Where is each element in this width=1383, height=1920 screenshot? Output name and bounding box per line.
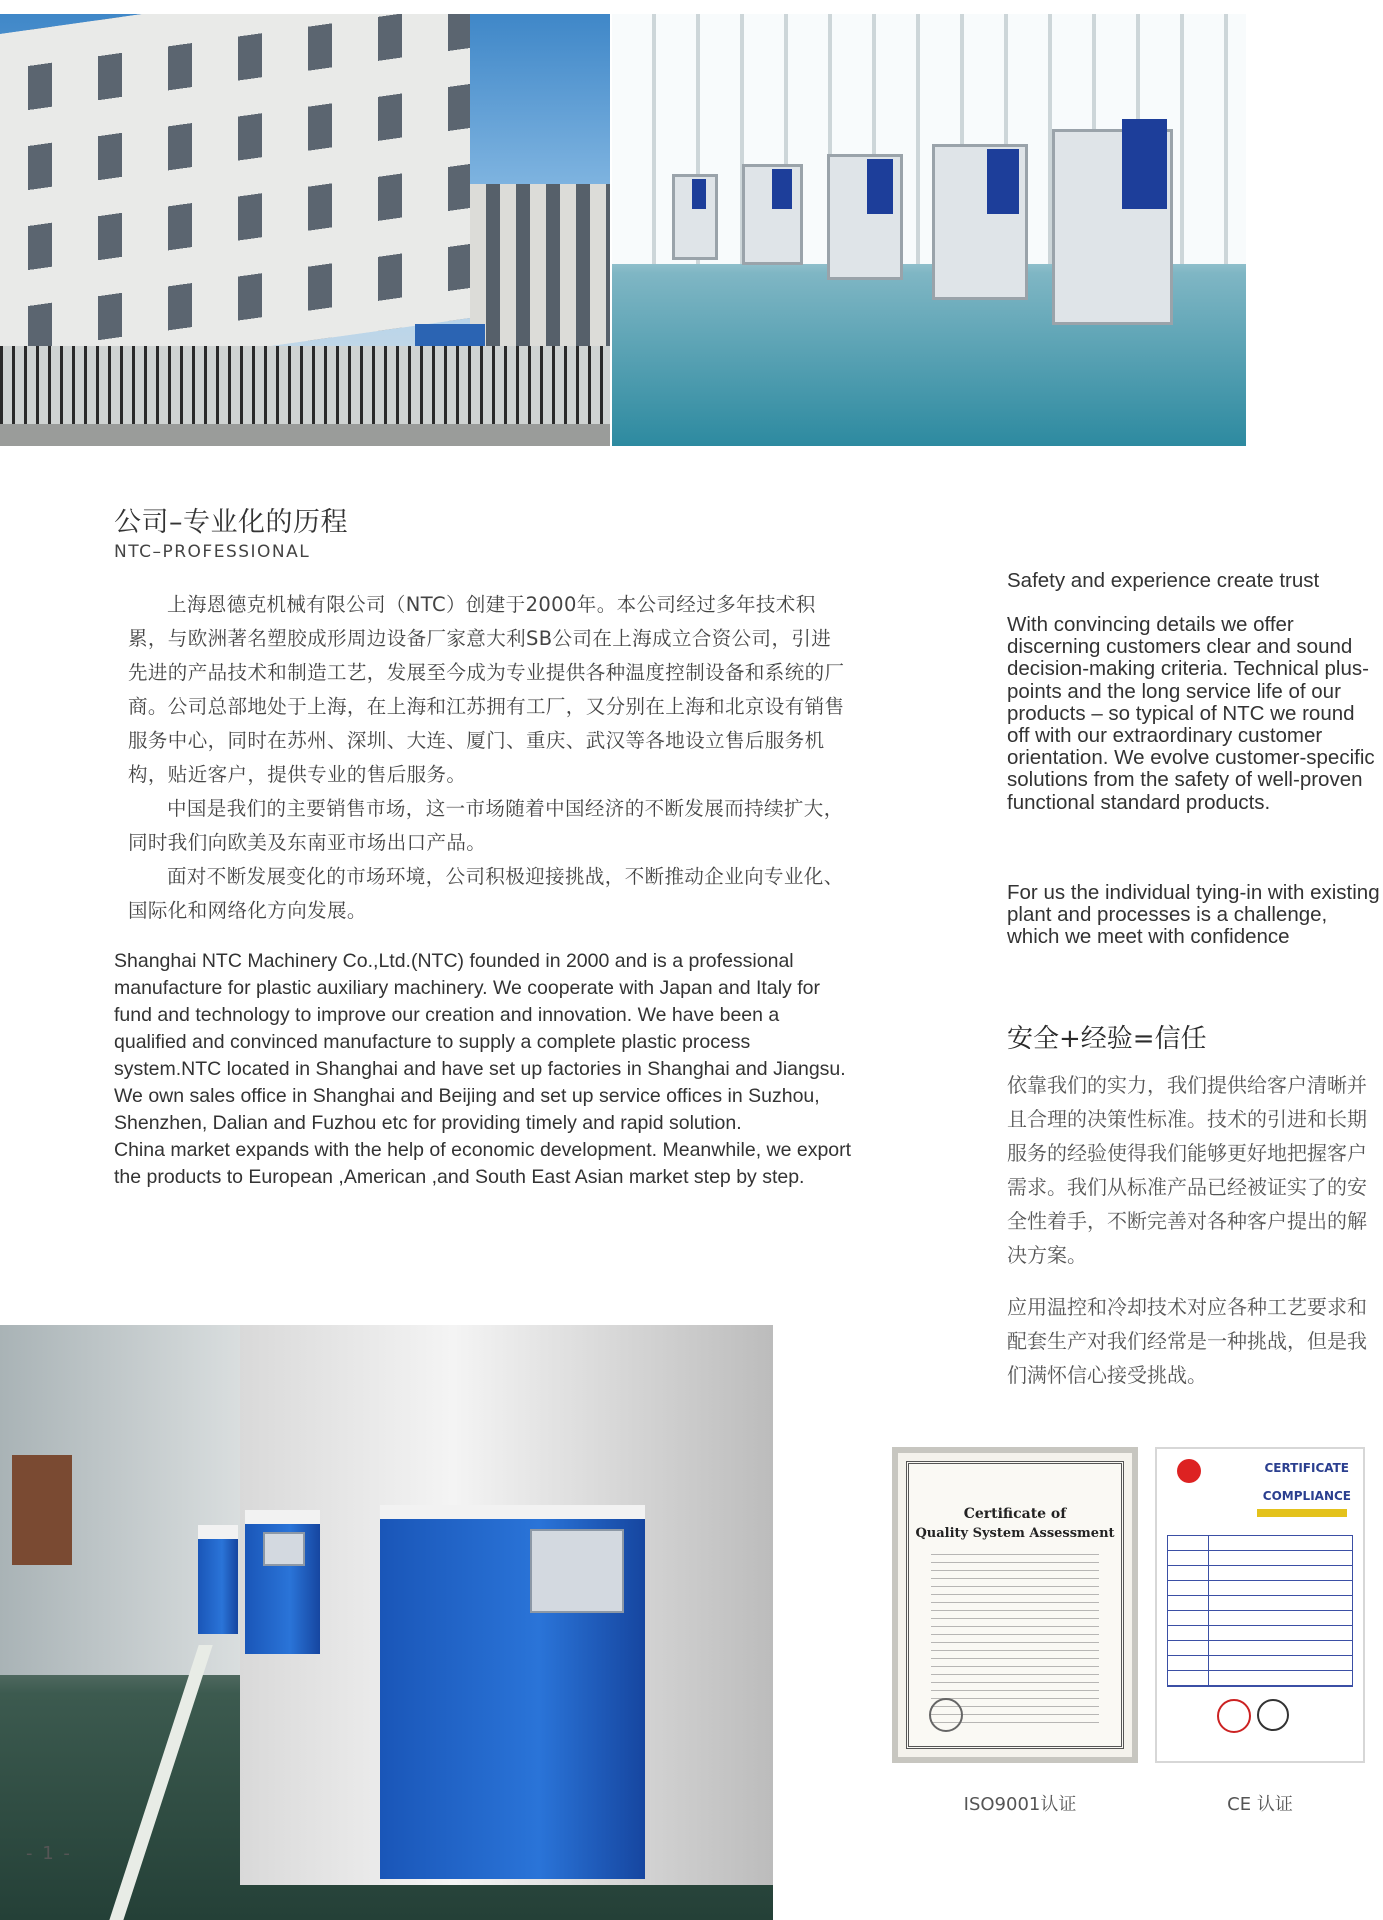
ce-cert-title-line2: COMPLIANCE [1262,1489,1351,1503]
emblem-icon [1177,1459,1201,1483]
trust-title-cn: 安全+经验=信任 [1007,1024,1207,1054]
iso-cert-label: ISO9001认证 [963,1794,1077,1815]
intro-cn-paragraph-1: 上海恩德克机械有限公司（NTC）创建于2000年。本公司经过多年技术积累，与欧洲著名塑胶成形周边设备厂家意大利SB公司在上海成立合资公司，引进先进的产品技术和制造工艺，发展至今成为专业提供各种温度控制设备和系统的厂商。公司总部地处于上海，在上海和江苏拥有工厂，又分别在上海和北京设有销售服务中心，同时在苏州、深圳、大连、厦门、重庆、武汉等各地设立售后服务机构，贴近客户，提供专业的售后服务。 [128,593,845,786]
factory-floor-photo [612,14,1246,446]
ce-certificate-image [1155,1447,1365,1763]
ce-cert-label: CE 认证 [1227,1794,1293,1815]
trust-paragraph-1-en: With convincing details we offer discerning customers clear and sound decision-making criteria. Technical plus-points and the long service life of our products – so typical of NTC we round off with our extraordinary customer orientation. We evolve customer-specific solutions from the safety of well-proven functional standard products. [1007,613,1375,814]
trust-paragraph-2-cn: 应用温控和冷却技术对应各种工艺要求和配套生产对我们经常是一种挑战，但是我们满怀信心接受挑战。 [1007,1295,1367,1387]
page-number: - 1 - [26,1843,72,1864]
intro-cn-paragraph-2: 中国是我们的主要销售市场，这一市场随着中国经济的不断发展而持续扩大，同时我们向欧美及东南亚市场出口产品。 [128,797,844,854]
company-building-photo [0,14,610,446]
seal-icon [929,1698,963,1732]
stamp-icon [1217,1699,1251,1733]
section-title-cn: 公司–专业化的历程 [114,507,348,538]
intro-cn-paragraph-3: 面对不断发展变化的市场环境，公司积极迎接挑战，不断推动企业向专业化、国际化和网络化方向发展。 [128,865,844,922]
intro-en-paragraph: Shanghai NTC Machinery Co.,Ltd.(NTC) founded in 2000 and is a professional manufacture for plastic auxiliary machinery. We cooperate with Japan and Italy for fund and technology to improve our creation and innovation. We have been a qualified and convinced manufacture to supply a complete plastic process system.NTC located in Shanghai and have set up factories in Shanghai and Jiangsu. We own sales office in Shanghai and Beijing and set up service offices in Suzhou, Shenzhen, Dalian and Fuzhou etc for providing timely and rapid solution. China market expands with the help of economic development. Meanwhile, we export the products to European ,American ,and South East Asian market step by step. [114,950,852,1188]
trust-paragraph-2-en: For us the individual tying-in with existing plant and processes is a challenge, which we meet with confidence [1007,881,1380,949]
trust-title-en: Safety and experience create trust [1007,569,1320,592]
section-title-en: NTC–PROFESSIONAL [114,542,311,562]
iso-cert-title-line2: Quality System Assessment [915,1526,1115,1541]
temperature-controller-photo [0,1325,773,1920]
ce-cert-title-line1: CERTIFICATE [1264,1461,1349,1475]
trust-paragraph-1-cn: 依靠我们的实力，我们提供给客户清晰并且合理的决策性标准。技术的引进和长期服务的经验使得我们能够更好地把握客户需求。我们从标准产品已经被证实了的安全性着手，不断完善对各种客户提出的解决方案。 [1007,1073,1367,1267]
ce-mark-icon [1257,1699,1289,1731]
iso-cert-title-line1: Certificate of [963,1506,1067,1522]
iso9001-certificate-image [892,1447,1138,1763]
